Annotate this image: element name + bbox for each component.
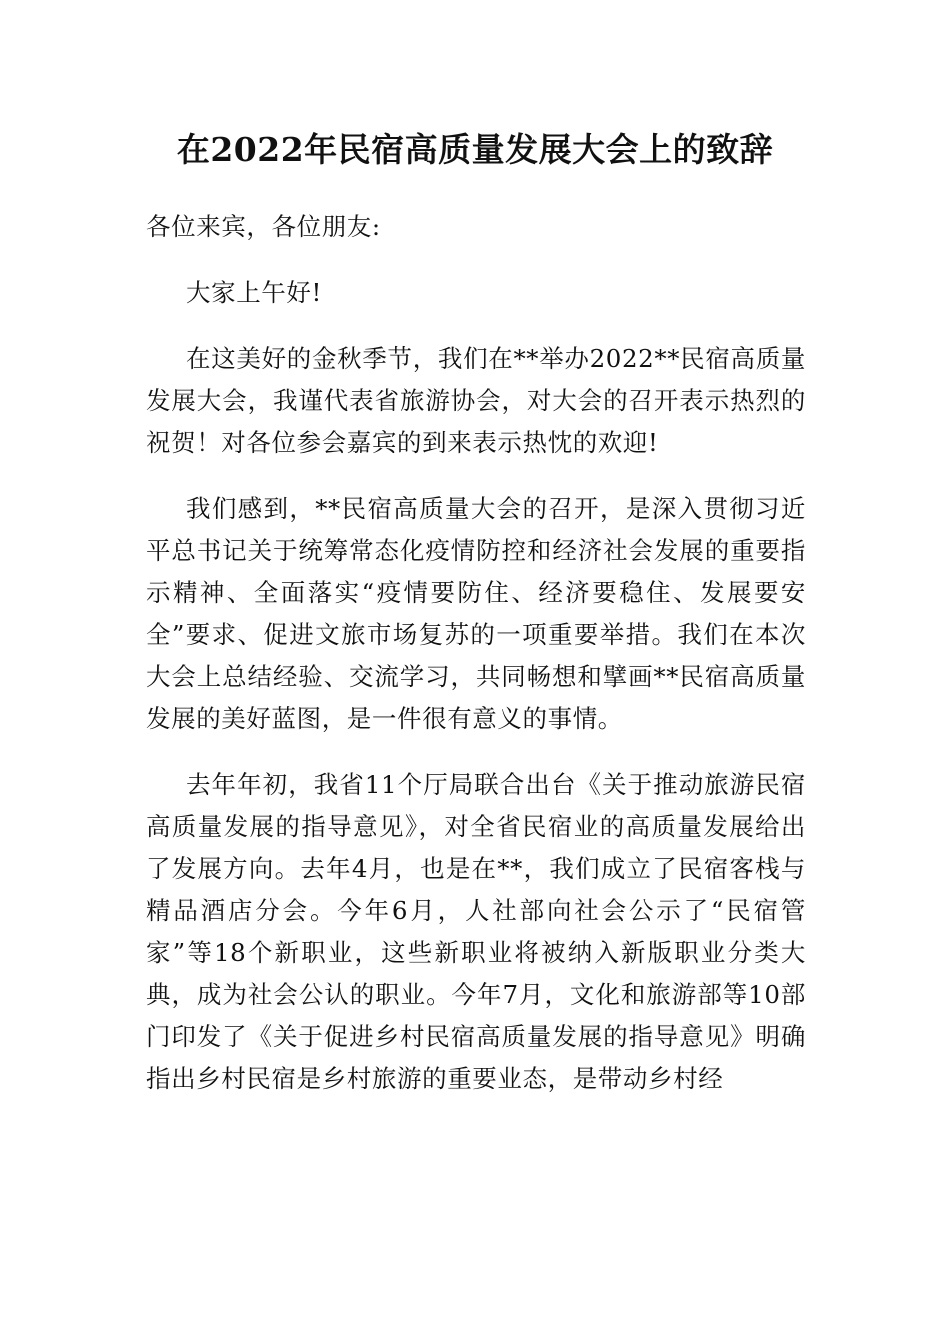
document-body — [146, 206, 806, 1100]
paragraph-spacer — [146, 464, 806, 488]
paragraph-1: 在这美好的金秋季节，我们在**举办2022**民宿高质量发展大会，我谨代表省旅游协会，对大会的召开表示热烈的祝贺！对各位参会嘉宾的到来表示热忱的欢迎! — [146, 344, 806, 457]
paragraph-spacer — [146, 314, 806, 338]
paragraph-spacer — [146, 248, 806, 272]
paragraph-3: 去年年初，我省11个厅局联合出台《关于推动旅游民宿高质量发展的指导意见》，对全省民宿业的高质量发展给出了发展方向。去年4月，也是在**，我们成立了民宿客栈与精品酒店分会。今年6月，人社部向社会公示了“民宿管家”等18个新职业，这些新职业将被纳入新版职业分类大典，成为社会公认的职业。今年7月，文化和旅游部等10部门印发了《关于促进乡村民宿高质量发展的指导意见》明确指出乡村民宿是乡村旅游的重要业态，是带动乡村经 — [146, 770, 806, 1093]
greeting: 大家上午好! — [186, 278, 322, 307]
salutation: 各位来宾，各位朋友: — [146, 212, 381, 241]
document-title: 在2022年民宿高质量发展大会上的致辞 — [176, 130, 774, 169]
paragraph-spacer — [146, 740, 806, 764]
paragraph-2: 我们感到，**民宿高质量大会的召开，是深入贯彻习近平总书记关于统筹常态化疫情防控和经济社会发展的重要指示精神、全面落实“疫情要防住、经济要稳住、发展要安全”要求、促进文旅市场复苏的一项重要举措。我们在本次大会上总结经验、交流学习，共同畅想和擘画**民宿高质量发展的美好蓝图，是一件很有意义的事情。 — [146, 494, 806, 733]
